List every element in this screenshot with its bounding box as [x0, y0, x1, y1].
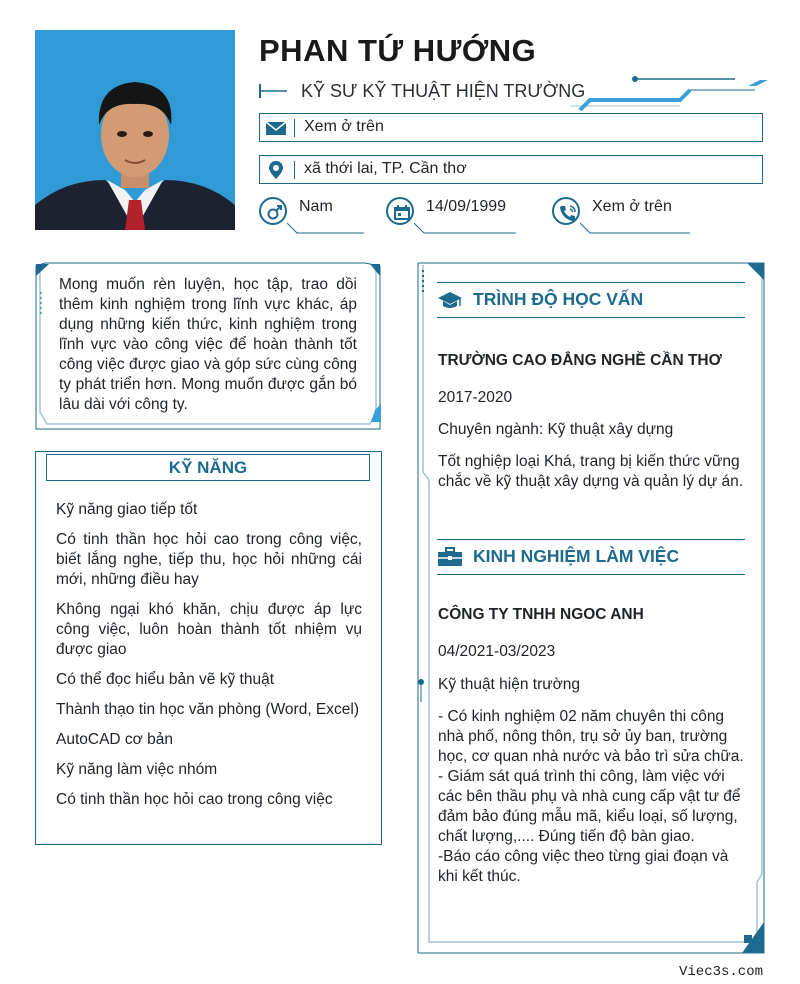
skill-item: AutoCAD cơ bản [56, 731, 173, 748]
phone-item [552, 193, 692, 235]
experience-period: 04/2021-03/2023 [438, 643, 556, 660]
education-header [437, 282, 745, 318]
email-row [259, 113, 763, 142]
experience-company: CÔNG TY TNHH NGOC ANH [438, 606, 644, 623]
skill-item: Có thể đọc hiểu bản vẽ kỹ thuật [56, 671, 275, 688]
profile-photo [35, 30, 235, 230]
address-value: xã thới lai, TP. Cần thơ [304, 160, 467, 177]
gender-item [259, 193, 364, 235]
candidate-name: PHAN TỨ HƯỚNG [259, 33, 537, 68]
gender-value: Nam [299, 198, 333, 215]
skill-item: Có tinh thần học hỏi cao trong công việc, biết lắng nghe, tiếp thu, học hỏi những cái mới, những điều hay [56, 531, 362, 588]
skill-item: Không ngại khó khăn, chịu được áp lực công việc, luôn hoàn thành tốt nhiệm vụ được giao [56, 601, 362, 658]
job-title: KỸ SƯ KỸ THUẬT HIỆN TRƯỜNG [301, 81, 586, 101]
right-column [417, 262, 765, 954]
phone-value: Xem ở trên [592, 198, 672, 215]
education-major: Chuyên ngành: Kỹ thuật xây dựng [438, 421, 674, 438]
watermark: Viec3s.com [678, 964, 763, 980]
education-period: 2017-2020 [438, 389, 513, 406]
skills-list [56, 500, 362, 820]
birthday-value: 14/09/1999 [426, 198, 507, 215]
skills-title: KỸ NĂNG [46, 454, 370, 481]
email-value: Xem ở trên [304, 118, 384, 135]
location-pin-icon [265, 160, 287, 180]
skill-item: Thành thạo tin học văn phòng (Word, Excel) [56, 701, 359, 718]
education-title: TRÌNH ĐỘ HỌC VẤN [473, 289, 644, 309]
career-objective [35, 262, 381, 430]
experience-description: - Có kinh nghiệm 02 năm chuyên thi công nhà phố, nông thôn, trụ sở ủy ban, trường học, cơ quan nhà nước và bảo trì sửa chữa. - Giám sát quá trình thi công, làm việc với các bên thầu phụ và nhà cung cấp vật tư để đảm bảo đúng mẫu mã, kiểu loại, số lượng, chất lượng,.... Đúng tiến độ bàn giao. -Báo cáo công việc theo từng giai đoạn và khi kết thúc. [438, 708, 744, 885]
envelope-icon [265, 118, 287, 138]
phone-icon [558, 203, 578, 223]
skills-section [35, 451, 382, 845]
skill-item: Có tinh thần học hỏi cao trong công việc [56, 791, 333, 808]
experience-title: KINH NGHIỆM LÀM VIỆC [473, 546, 680, 566]
experience-header [437, 539, 745, 575]
education-description: Tốt nghiệp loại Khá, trang bị kiến thức vững chắc về kỹ thuật xây dựng và quản lý dự án. [438, 453, 744, 490]
title-decor-icon [259, 82, 287, 100]
gender-icon [265, 203, 285, 223]
graduation-cap-icon [437, 289, 463, 311]
objective-text: Mong muốn rèn luyện, học tập, trao dồi thêm kinh nghiệm trong lĩnh vực khác, áp dụng những kiến thức, kinh nghiệm trong lĩnh vực vào công việc để hoàn thành tốt công việc được giao và góp sức cùng công ty phát triển hơn. Mong muốn được gắn bó lâu dài với công ty. [59, 276, 357, 413]
briefcase-icon [437, 546, 463, 568]
skill-item: Kỹ năng giao tiếp tốt [56, 501, 198, 518]
header-decor-lines [570, 70, 775, 114]
skill-item: Kỹ năng làm việc nhóm [56, 761, 218, 778]
birthday-item [386, 193, 516, 235]
address-row [259, 155, 763, 184]
education-school: TRƯỜNG CAO ĐẲNG NGHỀ CẦN THƠ [438, 352, 722, 369]
calendar-icon [392, 203, 412, 223]
experience-position: Kỹ thuật hiện trường [438, 676, 581, 693]
